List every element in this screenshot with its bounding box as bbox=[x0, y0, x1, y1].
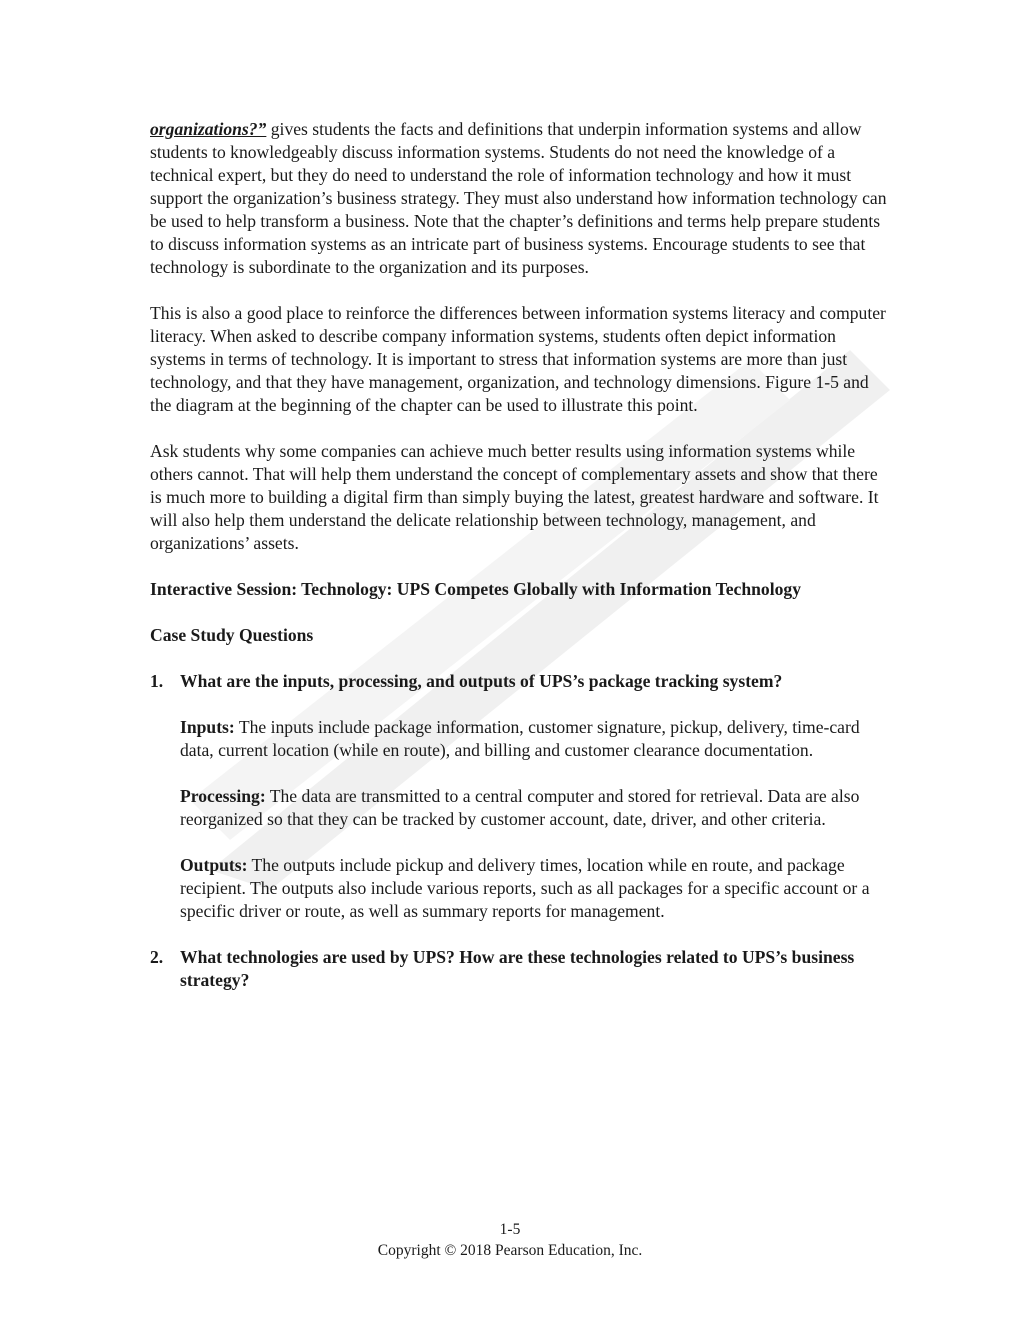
question-list bbox=[150, 670, 890, 992]
copyright-notice: Copyright © 2018 Pearson Education, Inc. bbox=[377, 1242, 643, 1259]
interactive-session-heading: Interactive Session: Technology: UPS Competes Globally with Information Technology bbox=[150, 579, 802, 599]
intro-lead-emphasis: organizations?” bbox=[150, 119, 267, 139]
answer-processing bbox=[180, 785, 890, 831]
case-study-questions-heading: Case Study Questions bbox=[150, 625, 314, 645]
page-number: 1-5 bbox=[499, 1221, 521, 1238]
intro-paragraph bbox=[150, 118, 890, 279]
question-2 bbox=[150, 946, 890, 992]
literacy-paragraph: This is also a good place to reinforce the differences between information systems literacy and computer literacy. When asked to describe company information systems, students often depict information systems in terms of technology. It is important to stress that information systems are more than just technology, and that they have management, organization, and technology dimensions. Figure 1-5 and the diagram at the beginning of the chapter can be used to illustrate this point. bbox=[150, 303, 886, 415]
question-text: What are the inputs, processing, and outputs of UPS’s package tracking system? bbox=[180, 671, 783, 691]
answer-text: The outputs include pickup and delivery times, location while en route, and package recipient. The outputs also include various reports, such as all packages for a specific account or a specific driver or route, as well as summary reports for management. bbox=[180, 855, 870, 921]
answer-label: Outputs: bbox=[180, 855, 248, 875]
intro-body-text: gives students the facts and definitions that underpin information systems and allow students to knowledgeably discuss information systems. Students do not need the knowledge of a technical expert, but they do need to understand the role of information technology and how it must support the organization’s business strategy. They must also understand how information technology can be used to help transform a business. Note that the chapter’s definitions and terms help prepare students to discuss information systems as an intricate part of business systems. Encourage students to see that technology is subordinate to the organization and its purposes. bbox=[150, 119, 887, 277]
answer-text: The inputs include package information, customer signature, pickup, delivery, time-card data, current location (while en route), and billing and customer clearance documentation. bbox=[180, 717, 860, 760]
question-text: What technologies are used by UPS? How are these technologies related to UPS’s business strategy? bbox=[180, 947, 855, 990]
document-page bbox=[150, 118, 890, 1015]
answer-label: Processing: bbox=[180, 786, 266, 806]
question-number: 2. bbox=[150, 947, 164, 967]
answer-outputs bbox=[180, 854, 890, 923]
question-number: 1. bbox=[150, 671, 164, 691]
complementary-assets-paragraph: Ask students why some companies can achieve much better results using information systems while others cannot. That will help them understand the concept of complementary assets and show that there is much more to building a digital firm than simply buying the latest, greatest hardware and software. It will also help them understand the delicate relationship between technology, management, and organizations’ assets. bbox=[150, 441, 879, 553]
answer-text: The data are transmitted to a central computer and stored for retrieval. Data are also reorganized so that they can be tracked by customer account, date, driver, and other criteria. bbox=[180, 786, 860, 829]
answer-label: Inputs: bbox=[180, 717, 235, 737]
question-1 bbox=[150, 670, 890, 693]
answer-inputs bbox=[180, 716, 890, 762]
